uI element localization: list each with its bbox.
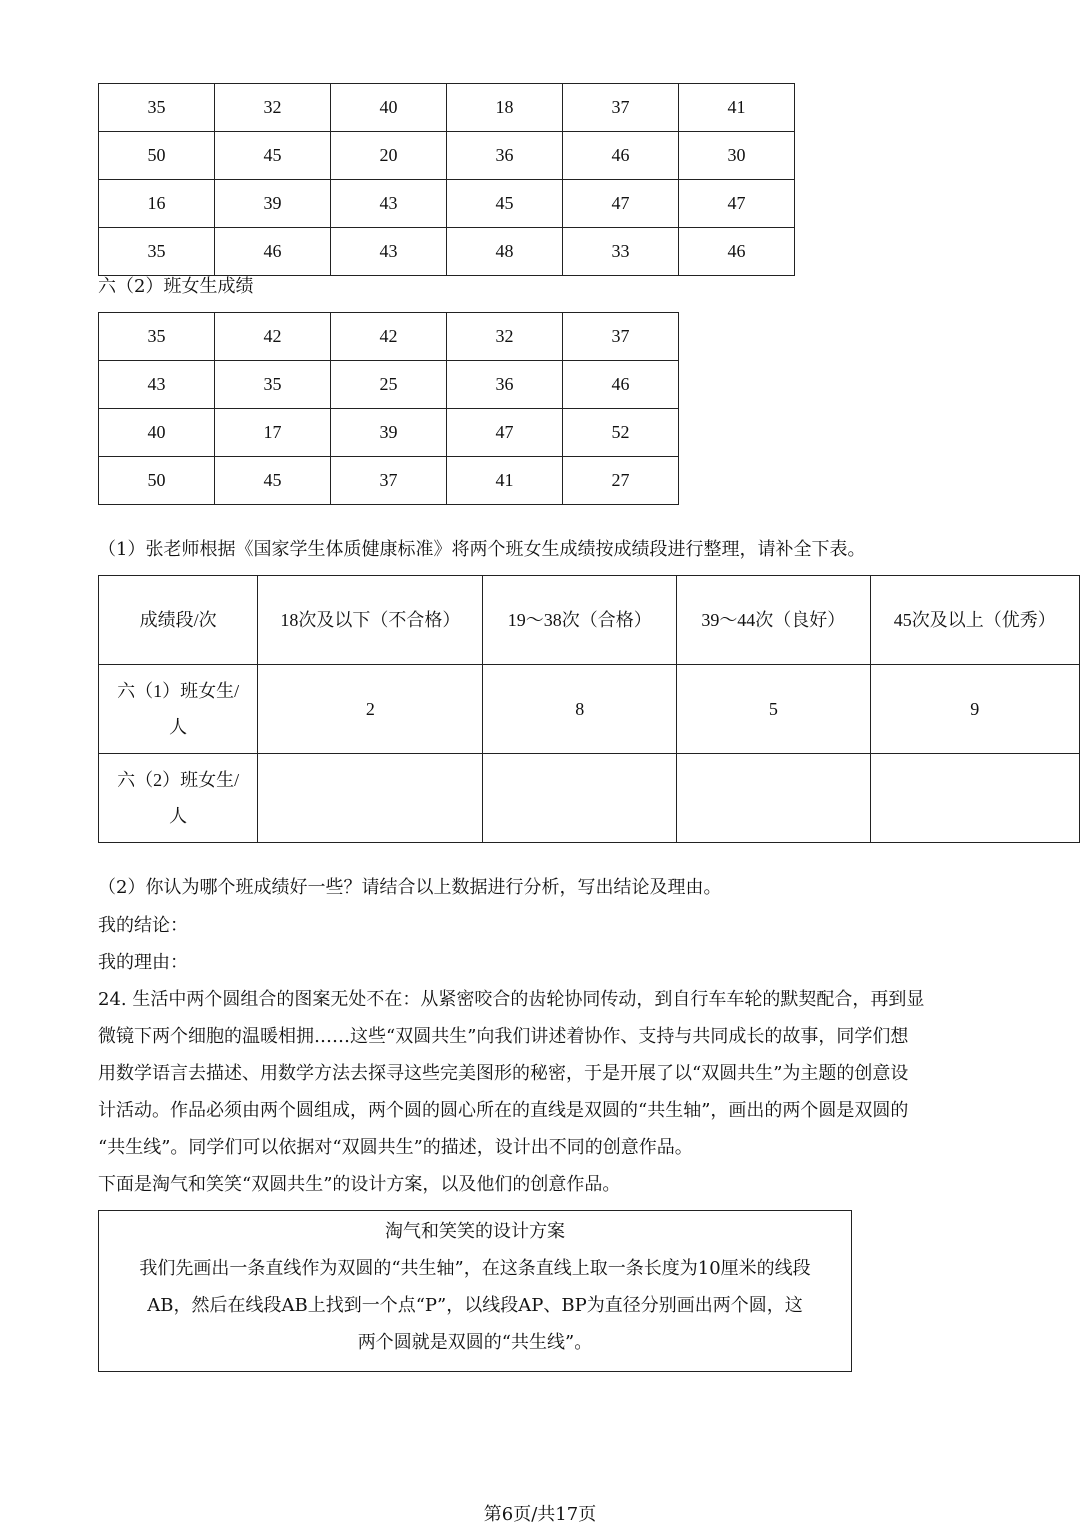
q24-line: “共生线”。同学们可以依据对“双圆共生”的描述，设计出不同的创意作品。 (98, 1137, 693, 1158)
summary-header-cell: 45次及以上（优秀） (870, 576, 1079, 665)
table-cell: 30 (679, 132, 795, 180)
table-cell: 37 (331, 457, 447, 505)
design-plan-line: 我们先画出一条直线作为双圆的“共生轴”，在这条直线上取一条长度为10厘米的线段 (139, 1258, 811, 1279)
question-1: （1）张老师根据《国家学生体质健康标准》将两个班女生成绩按成绩段进行整理，请补全下表。 (98, 539, 866, 560)
table-cell: 46 (563, 132, 679, 180)
summary-cell: 9 (870, 665, 1079, 754)
table-cell: 40 (331, 84, 447, 132)
design-plan-line: AB，然后在线段AB上找到一个点“P”，以线段AP、BP为直径分别画出两个圆，这 (147, 1295, 803, 1316)
table-row (99, 313, 679, 361)
summary-row-label: 六（1）班女生/人 (99, 665, 258, 754)
class1-scores-table (98, 83, 795, 276)
table2-caption: 六（2）班女生成绩 (98, 276, 254, 297)
summary-header-cell: 成绩段/次 (99, 576, 258, 665)
table-cell: 50 (99, 132, 215, 180)
table-cell: 39 (331, 409, 447, 457)
summary-blank-cell[interactable] (870, 754, 1079, 843)
table-cell: 27 (563, 457, 679, 505)
table-row (99, 228, 795, 276)
table-cell: 35 (99, 228, 215, 276)
table-cell: 46 (215, 228, 331, 276)
class2-scores-table (98, 312, 679, 505)
table-cell: 32 (447, 313, 563, 361)
table-cell: 37 (563, 84, 679, 132)
table-row (99, 132, 795, 180)
table-cell: 50 (99, 457, 215, 505)
table-cell: 36 (447, 132, 563, 180)
grade-summary-table (98, 575, 1080, 843)
summary-row-label: 六（2）班女生/人 (99, 754, 258, 843)
summary-cell: 2 (258, 665, 483, 754)
table-cell: 35 (215, 361, 331, 409)
table-cell: 41 (447, 457, 563, 505)
q24-line: 24. 生活中两个圆组合的图案无处不在：从紧密咬合的齿轮协同传动，到自行车车轮的默契配合，再到显 (98, 989, 925, 1010)
table-cell: 43 (331, 180, 447, 228)
table-cell: 35 (99, 313, 215, 361)
table-row (99, 180, 795, 228)
summary-blank-cell[interactable] (258, 754, 483, 843)
table-cell: 18 (447, 84, 563, 132)
table-cell: 42 (215, 313, 331, 361)
table-cell: 46 (563, 361, 679, 409)
q24-line: 计活动。作品必须由两个圆组成，两个圆的圆心所在的直线是双圆的“共生轴”，画出的两个圆是双圆的 (98, 1100, 909, 1121)
q24-line: 微镜下两个细胞的温暖相拥……这些“双圆共生”向我们讲述着协作、支持与共同成长的故事，同学们想 (98, 1026, 909, 1047)
summary-row-class2 (99, 754, 1080, 843)
table-cell: 41 (679, 84, 795, 132)
table-cell: 43 (331, 228, 447, 276)
summary-row-class1 (99, 665, 1080, 754)
table-cell: 37 (563, 313, 679, 361)
table-cell: 47 (563, 180, 679, 228)
table-cell: 16 (99, 180, 215, 228)
design-plan-line: 两个圆就是双圆的“共生线”。 (357, 1332, 593, 1353)
summary-cell: 5 (677, 665, 871, 754)
table-cell: 47 (679, 180, 795, 228)
table-cell: 33 (563, 228, 679, 276)
summary-blank-cell[interactable] (677, 754, 871, 843)
table-cell: 46 (679, 228, 795, 276)
table-cell: 39 (215, 180, 331, 228)
summary-blank-cell[interactable] (483, 754, 677, 843)
table-row (99, 84, 795, 132)
table-row (99, 409, 679, 457)
intro-line: 下面是淘气和笑笑“双圆共生”的设计方案，以及他们的创意作品。 (98, 1174, 621, 1195)
summary-header-cell: 39～44次（良好） (677, 576, 871, 665)
table-cell: 47 (447, 409, 563, 457)
my-reason-label: 我的理由： (98, 952, 188, 973)
question-2: （2）你认为哪个班成绩好一些？请结合以上数据进行分析，写出结论及理由。 (98, 877, 722, 898)
q24-line: 用数学语言去描述、用数学方法去探寻这些完美图形的秘密，于是开展了以“双圆共生”为主题的创意设 (98, 1063, 909, 1084)
table-cell: 48 (447, 228, 563, 276)
page-footer: 第6页/共17页 (483, 1504, 597, 1525)
table-cell: 42 (331, 313, 447, 361)
table-cell: 32 (215, 84, 331, 132)
table-cell: 20 (331, 132, 447, 180)
table-cell: 45 (447, 180, 563, 228)
table-cell: 45 (215, 457, 331, 505)
summary-header-row (99, 576, 1080, 665)
table-cell: 35 (99, 84, 215, 132)
table-cell: 45 (215, 132, 331, 180)
table-cell: 17 (215, 409, 331, 457)
table-row (99, 361, 679, 409)
table-row (99, 457, 679, 505)
table-cell: 40 (99, 409, 215, 457)
table-cell: 25 (331, 361, 447, 409)
table-cell: 52 (563, 409, 679, 457)
table-cell: 43 (99, 361, 215, 409)
my-conclusion-label: 我的结论： (98, 915, 188, 936)
summary-header-cell: 19～38次（合格） (483, 576, 677, 665)
design-plan-title: 淘气和笑笑的设计方案 (385, 1221, 565, 1242)
design-plan-box (98, 1210, 852, 1372)
summary-header-cell: 18次及以下（不合格） (258, 576, 483, 665)
summary-cell: 8 (483, 665, 677, 754)
table-cell: 36 (447, 361, 563, 409)
